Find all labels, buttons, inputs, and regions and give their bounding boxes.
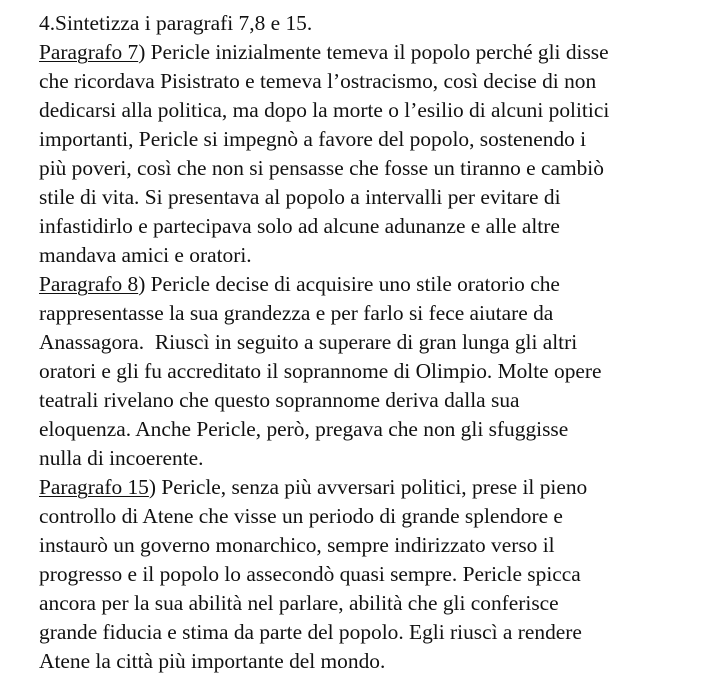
- section-text-line: controllo di Atene che visse un periodo di grande splendore e: [39, 504, 563, 528]
- section-text-line: dedicarsi alla politica, ma dopo la morte o l’esilio di alcuni politici: [39, 98, 610, 122]
- section-text-line: che ricordava Pisistrato e temeva l’ostracismo, così decise di non: [39, 69, 597, 93]
- section-first-line: [39, 270, 709, 299]
- section-label: Paragrafo 15: [39, 475, 149, 499]
- section-text-line: nulla di incoerente.: [39, 446, 204, 470]
- section-paragrafo-8: [39, 270, 709, 473]
- section-label: Paragrafo 7: [39, 40, 139, 64]
- section-label: Paragrafo 8: [39, 272, 139, 296]
- section-text-line: ) Pericle, senza più avversari politici, prese il pieno: [148, 475, 588, 499]
- section-text-line: grande fiducia e stima da parte del popolo. Egli riuscì a rendere: [39, 620, 582, 644]
- section-text-line: mandava amici e oratori.: [39, 243, 252, 267]
- section-text-line: infastidirlo e partecipava solo ad alcune adunanze e alle altre: [39, 214, 560, 238]
- section-text-line: oratori e gli fu accreditato il soprannome di Olimpio. Molte opere: [39, 359, 602, 383]
- section-text-line: ) Pericle decise di acquisire uno stile oratorio che: [138, 272, 560, 296]
- section-text-line: stile di vita. Si presentava al popolo a intervalli per evitare di: [39, 185, 561, 209]
- section-text-line: Anassagora. Riuscì in seguito a superare di gran lunga gli altri: [39, 330, 578, 354]
- section-paragrafo-15: [39, 473, 709, 676]
- section-first-line: [39, 38, 709, 67]
- section-paragrafo-7: [39, 38, 709, 270]
- section-text-line: rappresentasse la sua grandezza e per farlo si fece aiutare da: [39, 301, 554, 325]
- section-text-line: eloquenza. Anche Pericle, però, pregava che non gli sfuggisse: [39, 417, 569, 441]
- section-text-line: importanti, Pericle si impegnò a favore del popolo, sostenendo i: [39, 127, 587, 151]
- section-text-line: progresso e il popolo lo assecondò quasi sempre. Pericle spicca: [39, 562, 581, 586]
- section-first-line: [39, 473, 709, 502]
- section-text-line: ) Pericle inizialmente temeva il popolo perché gli disse: [138, 40, 609, 64]
- section-text-line: più poveri, così che non si pensasse che fosse un tiranno e cambiò: [39, 156, 604, 180]
- section-text-line: teatrali rivelano che questo soprannome deriva dalla sua: [39, 388, 520, 412]
- section-text-line: Atene la città più importante del mondo.: [39, 649, 386, 673]
- section-text-line: ancora per la sua abilità nel parlare, abilità che gli conferisce: [39, 591, 559, 615]
- section-text-line: instaurò un governo monarchico, sempre indirizzato verso il: [39, 533, 555, 557]
- heading: 4.Sintetizza i paragrafi 7,8 e 15.: [39, 11, 313, 35]
- document-body: [39, 9, 709, 676]
